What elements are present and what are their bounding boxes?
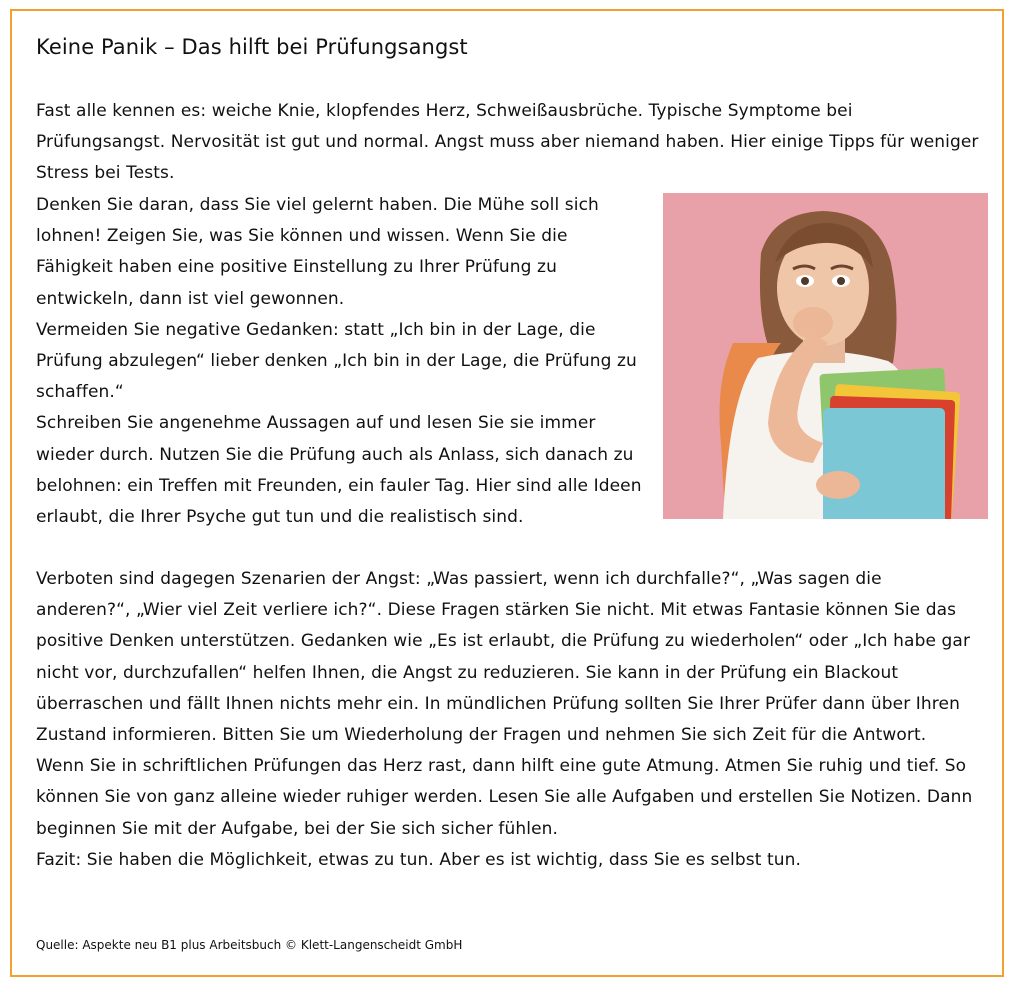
paragraph: Verboten sind dagegen Szenarien der Angst: „Was passiert, wenn ich durchfalle?“, „Was sagen die anderen?“, „Wier viel Zeit verliere ich?“. Diese Fragen stärken Sie nicht. Mit etwas Fantasie können Sie das positive Denken unterstützen. Gedanken wie „Es ist erlaubt, die Prüfung zu wiederholen“ oder „Ich habe gar nicht vor, durchzufallen“ helfen Ihnen, die Angst zu reduzieren. Sie kann in der Prüfung ein Blackout überraschen und fällt Ihnen nichts mehr ein. In mündlichen Prüfung sollten Sie Ihrer Prüfer dann über Ihren Zustand informieren. Bitten Sie um Wiederholung der Fragen und nehmen Sie sich Zeit für die Antwort. [36,569,971,746]
document-title: Keine Panik – Das hilft bei Prüfungsangst [36,35,468,59]
paragraph: Wenn Sie in schriftlichen Prüfungen das Herz rast, dann hilft eine gute Atmung. Atmen Sie ruhig und tief. So können Sie von ganz alleine wieder ruhiger werden. Lesen Sie alle Aufgaben und erstellen Sie Notizen. Dann beginnen Sie mit der Aufgabe, bei der Sie sich sicher fühlen. [36,756,973,839]
paragraph: Fazit: Sie haben die Möglichkeit, etwas zu tun. Aber es ist wichtig, dass Sie es selbst tun. [36,849,801,870]
student-illustration [663,193,988,519]
paragraph: Denken Sie daran, dass Sie viel gelernt haben. Die Mühe soll sich lohnen! Zeigen Sie, was Sie können und wissen. Wenn Sie die Fähigkeit haben eine positive Einstellung zu Ihrer Prüfung zu entwickeln, dann ist viel gewonnen. [36,195,599,309]
paragraph: Vermeiden Sie negative Gedanken: statt „Ich bin in der Lage, die Prüfung abzulegen“ lieber denken „Ich bin in der Lage, die Prüfung zu schaffen.“ [36,319,637,403]
wrapped-text-block [36,190,648,533]
stressed-student-photo [663,193,988,519]
intro-paragraph [36,96,981,190]
source-citation: Quelle: Aspekte neu B1 plus Arbeitsbuch © Klett-Langenscheidt GmbH [36,938,463,952]
document-frame [10,9,1004,977]
paragraph: Fast alle kennen es: weiche Knie, klopfendes Herz, Schweißausbrüche. Typische Symptome bei Prüfungsangst. Nervosität ist gut und normal. Angst muss aber niemand haben. Hier einige Tipps für weniger Stress bei Tests. [36,101,979,184]
main-text-block [36,564,981,876]
paragraph: Schreiben Sie angenehme Aussagen auf und lesen Sie sie immer wieder durch. Nutzen Sie die Prüfung auch als Anlass, sich danach zu belohnen: ein Treffen mit Freunden, ein fauler Tag. Hier sind alle Ideen erlaubt, die Ihrer Psyche gut tun und die realistisch sind. [36,413,642,528]
